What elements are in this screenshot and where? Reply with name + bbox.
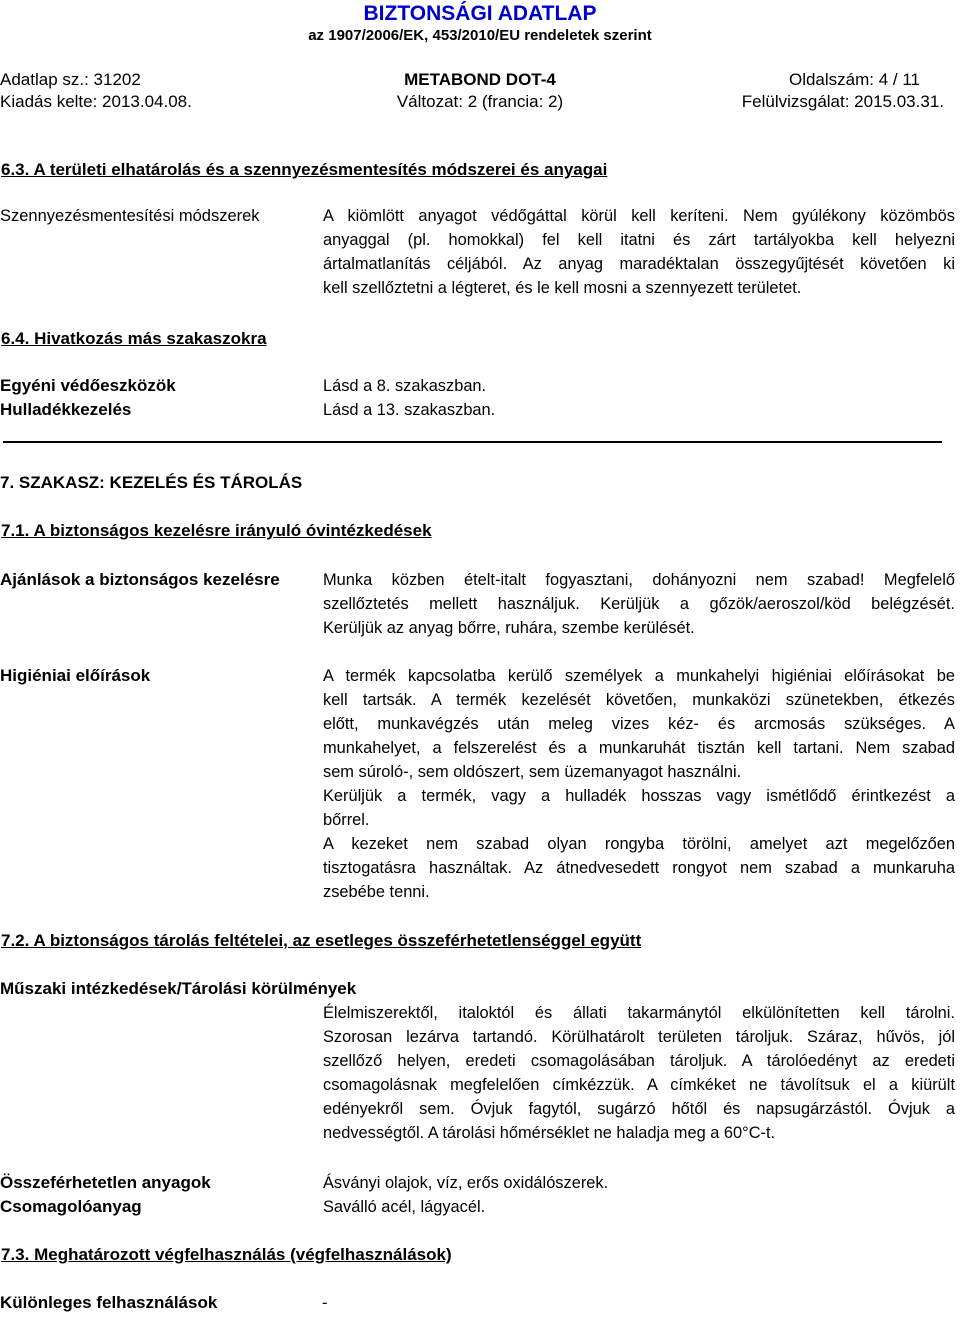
version: Változat: 2 (francia: 2) <box>396 92 564 111</box>
text-line: edényekről sem. Óvjuk fagytól, sugárzó hőtől és napsugárzástól. Óvjuk a <box>323 1100 955 1118</box>
storage-conditions-label: Műszaki intézkedések/Tárolási körülmények <box>0 979 357 998</box>
page-number: Oldalszám: 4 / 11 <box>788 70 920 89</box>
text-line: sem súroló-, sem oldószert, sem üzemanyagot használni. <box>323 763 742 781</box>
text-line: A termék kapcsolatba kerülő személyek a munkahelyi higiéniai előírásokat be <box>323 667 955 685</box>
text-line: A kiömlött anyagot védőgáttal körül kell keríteni. Nem gyúlékony közömbös <box>323 207 955 225</box>
special-uses-value: - <box>322 1294 328 1312</box>
waste-label: Hulladékkezelés <box>0 400 132 419</box>
text-line: tisztogatásra használtak. Az átnedvesedett rongyot nem szabad a munkaruha <box>323 859 955 877</box>
revision-date: Felülvizsgálat: 2015.03.31. <box>741 92 944 111</box>
text-line: A kezeket nem szabad olyan rongyba törölni, amelyet azt megelőzően <box>323 835 955 853</box>
text-line: Kerüljük a termék, vagy a hulladék hosszas vagy ismétlődő érintkezést a <box>323 787 955 805</box>
text-line: bőrrel. <box>323 811 370 829</box>
hygiene-text <box>323 664 955 904</box>
text-line: szellőztetés mellett használjuk. Kerüljük a gőzök/aeroszol/köd belégzését. <box>323 595 955 613</box>
text-line: kell szellőztetni a légteret, és le kell mosni a szennyezett területet. <box>323 279 802 297</box>
text-line: anyaggal (pl. homokkal) fel kell itatni és zárt tartályokba kell helyezni <box>323 231 955 249</box>
special-uses-label: Különleges felhasználások <box>0 1293 218 1312</box>
text-line: Szorosan lezárva tartandó. Körülhatárolt területen tároljuk. Száraz, hűvös, jól <box>323 1028 955 1046</box>
cleanup-methods-text <box>323 204 955 300</box>
hygiene-label: Higiéniai előírások <box>0 666 151 685</box>
section-divider <box>3 441 942 443</box>
product-name: METABOND DOT-4 <box>404 70 556 89</box>
packaging-label: Csomagolóanyag <box>0 1197 142 1216</box>
section-6-4-heading: 6.4. Hivatkozás más szakaszokra <box>1 329 267 348</box>
cleanup-methods-label: Szennyezésmentesítési módszerek <box>0 207 260 225</box>
text-line: szellőző helyen, eredeti csomagolásában tároljuk. A tárolóedényt az eredeti <box>323 1052 955 1070</box>
packaging-value: Saválló acél, lágyacél. <box>323 1198 486 1216</box>
ppe-label: Egyéni védőeszközök <box>0 376 176 395</box>
section-7-heading: 7. SZAKASZ: KEZELÉS ÉS TÁROLÁS <box>0 473 303 492</box>
text-line: Kerüljük az anyag bőrre, ruhára, szembe kerülését. <box>323 619 695 637</box>
safe-handling-text <box>323 568 955 640</box>
section-7-3-heading: 7.3. Meghatározott végfelhasználás (végfelhasználások) <box>1 1245 452 1264</box>
ppe-value: Lásd a 8. szakaszban. <box>323 377 487 395</box>
text-line: Munka közben ételt-italt fogyasztani, dohányozni nem szabad! Megfelelő <box>323 571 955 589</box>
text-line: Élelmiszerektől, italoktól és állati takarmánytól elkülönítetten kell tárolni. <box>323 1004 955 1022</box>
issue-date: Kiadás kelte: 2013.04.08. <box>0 92 192 111</box>
text-line: nedvességtől. A tárolási hőmérséklet ne haladja meg a 60°C-t. <box>323 1124 776 1142</box>
text-line: csomagolásnak megfelelően címkézzük. A címkéket ne távolítsuk el a kiürült <box>323 1076 955 1094</box>
text-line: munkahelyet, a felszerelést és a munkaruhát tisztán kell tartani. Nem szabad <box>323 739 955 757</box>
text-line: zsebébe tenni. <box>323 883 430 901</box>
text-line: kell tartsák. A termék kezelését követően, munkaközi szünetekben, étkezés <box>323 691 955 709</box>
incompatible-label: Összeférhetetlen anyagok <box>0 1173 211 1192</box>
incompatible-value: Ásványi olajok, víz, erős oxidálószerek. <box>323 1174 609 1192</box>
sheet-number: Adatlap sz.: 31202 <box>0 70 141 89</box>
section-7-1-heading: 7.1. A biztonságos kezelésre irányuló óvintézkedések <box>1 521 432 540</box>
text-line: előtt, munkavégzés után meleg vizes kéz- és arcmosás szükséges. A <box>323 715 955 733</box>
waste-value: Lásd a 13. szakaszban. <box>323 401 496 419</box>
section-6-3-heading: 6.3. A területi elhatárolás és a szennyezésmentesítés módszerei és anyagai <box>1 160 608 179</box>
storage-conditions-text <box>323 1001 955 1145</box>
text-line: ártalmatlanítás céljából. Az anyag maradéktalan összegyűjtését követően ki <box>323 255 955 273</box>
document-subtitle: az 1907/2006/EK, 453/2010/EU rendeletek szerint <box>308 27 652 44</box>
safe-handling-label: Ajánlások a biztonságos kezelésre <box>0 570 280 589</box>
document-title: BIZTONSÁGI ADATLAP <box>363 2 597 25</box>
section-7-2-heading: 7.2. A biztonságos tárolás feltételei, az esetleges összeférhetetlenséggel együtt <box>1 931 642 950</box>
